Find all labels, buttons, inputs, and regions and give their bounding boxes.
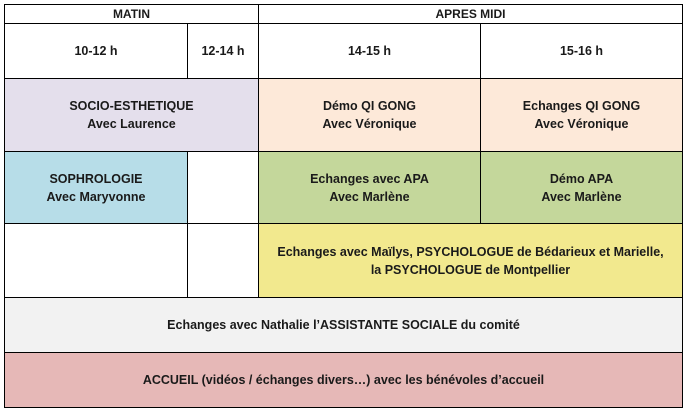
header-matin [4, 4, 259, 24]
slot-10-12-label: 10-12 h [74, 44, 118, 58]
slot-14-15-label: 14-15 h [347, 44, 392, 58]
socio-title: SOCIO-ESTHETIQUE [69, 99, 194, 113]
slot-12-14 [187, 23, 259, 79]
accueil-text: ACCUEIL (vidéos / échanges divers…) avec les bénévoles d’accueil [142, 373, 545, 387]
cell-empty-row3-a [4, 223, 188, 298]
psy-line1: Echanges avec Maïlys, PSYCHOLOGUE de Bédarieux et Marielle, [277, 244, 664, 259]
assistante-text: Echanges avec Nathalie l’ASSISTANTE SOCIALE du comité [167, 318, 520, 332]
cell-assistante-sociale [4, 297, 683, 353]
psy-line2: la PSYCHOLOGUE de Montpellier [370, 262, 571, 277]
slot-12-14-label: 12-14 h [201, 44, 245, 58]
header-apres-midi [258, 4, 683, 24]
cell-accueil [4, 352, 683, 408]
cell-socio-esthetique [4, 78, 259, 152]
demo-apa-title: Démo APA [549, 171, 614, 186]
cell-sophrologie [4, 151, 188, 224]
sophro-title: SOPHROLOGIE [49, 171, 143, 186]
cell-demo-qigong [258, 78, 481, 152]
demo-qigong-title: Démo QI GONG [322, 99, 417, 113]
cell-psychologues [258, 223, 683, 298]
header-apres-midi-label: APRES MIDI [435, 7, 506, 21]
demo-qigong-host: Avec Véronique [322, 117, 417, 131]
cell-empty-row3-b [187, 223, 259, 298]
cell-demo-apa [480, 151, 683, 224]
header-matin-label: MATIN [112, 7, 151, 21]
echanges-apa-host: Avec Marlène [329, 189, 410, 204]
slot-14-15 [258, 23, 481, 79]
socio-host: Avec Laurence [87, 117, 176, 131]
demo-apa-host: Avec Marlène [541, 189, 622, 204]
echanges-apa-title: Echanges avec APA [310, 171, 429, 186]
cell-echanges-apa [258, 151, 481, 224]
echanges-qigong-title: Echanges QI GONG [522, 99, 641, 113]
slot-15-16 [480, 23, 683, 79]
slot-15-16-label: 15-16 h [559, 44, 604, 58]
echanges-qigong-host: Avec Véronique [534, 117, 629, 131]
cell-echanges-qigong [480, 78, 683, 152]
slot-10-12 [4, 23, 188, 79]
sophro-host: Avec Maryvonne [46, 189, 146, 204]
cell-empty-row2 [187, 151, 259, 224]
